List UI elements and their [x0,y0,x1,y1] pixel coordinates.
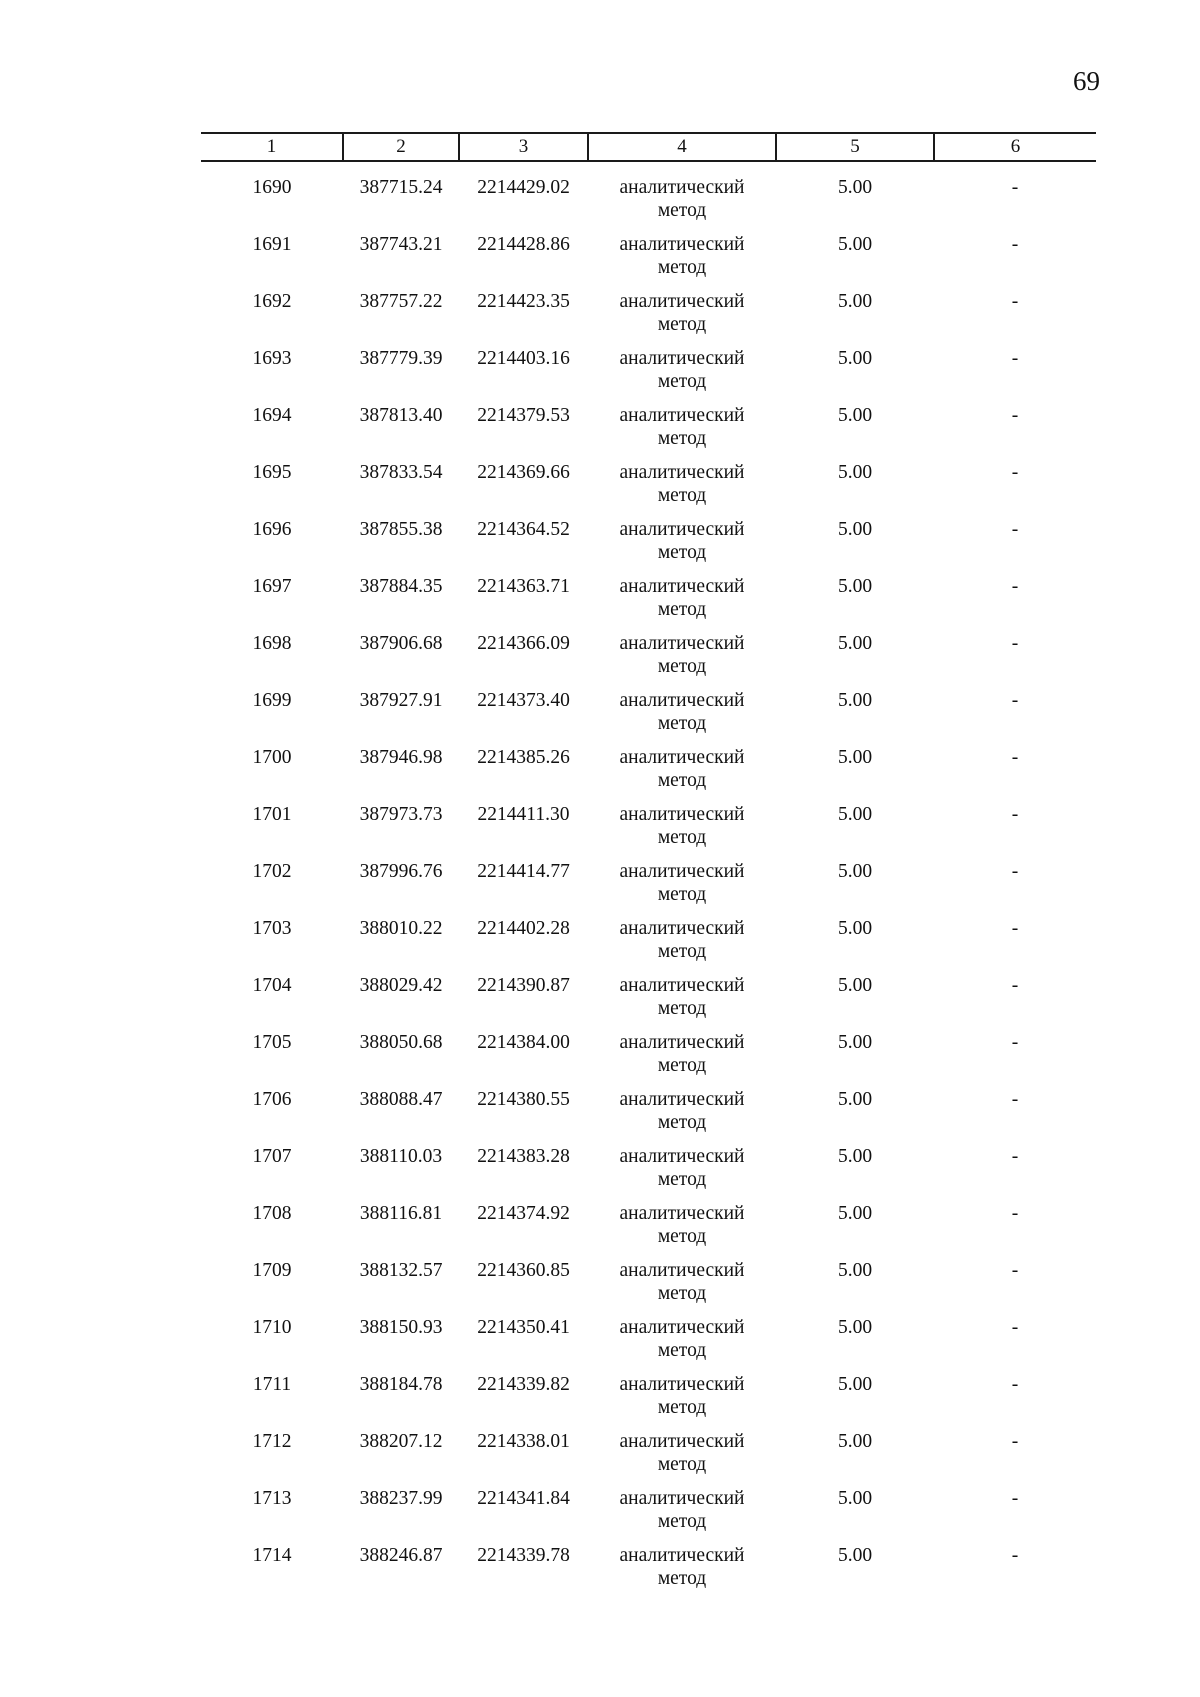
method-cell [588,1544,776,1601]
method-line-2: метод [657,314,707,335]
method-cell [588,974,776,1031]
table-row [201,1544,1096,1601]
x-coordinate-cell: 387906.68 [359,633,443,654]
method-line-1: аналитический [619,576,745,597]
method-line-1: аналитический [619,633,745,654]
table-row [201,803,1096,860]
method-line-1: аналитический [619,1203,745,1224]
x-coordinate-cell: 388116.81 [359,1203,443,1224]
method-line-1: аналитический [619,462,745,483]
y-coordinate-cell: 2214360.85 [477,1260,570,1281]
method-cell [588,161,776,233]
method-line-2: метод [657,1055,707,1076]
accuracy-cell: 5.00 [837,1089,873,1110]
table-row [201,575,1096,632]
accuracy-cell: 5.00 [837,348,873,369]
method-cell [588,1430,776,1487]
method-line-2: метод [657,656,707,677]
method-cell [588,347,776,404]
method-line-2: метод [657,1568,707,1589]
method-cell [588,917,776,974]
note-cell: - [1011,291,1019,312]
note-cell: - [1011,405,1019,426]
note-cell: - [1011,1545,1019,1566]
x-coordinate-cell: 387833.54 [359,462,443,483]
table-row [201,1031,1096,1088]
method-line-1: аналитический [619,234,745,255]
method-line-1: аналитический [619,918,745,939]
point-number-cell: 1709 [252,1260,292,1281]
method-line-2: метод [657,941,707,962]
method-line-2: метод [657,200,707,221]
y-coordinate-cell: 2214384.00 [477,1032,570,1053]
y-coordinate-cell: 2214429.02 [477,177,570,198]
point-number-cell: 1704 [252,975,292,996]
method-cell [588,518,776,575]
method-line-2: метод [657,770,707,791]
point-number-cell: 1693 [252,348,292,369]
y-coordinate-cell: 2214373.40 [477,690,570,711]
point-number-cell: 1711 [252,1374,292,1395]
x-coordinate-cell: 387757.22 [359,291,443,312]
coordinates-table [201,132,1096,1601]
y-coordinate-cell: 2214350.41 [477,1317,570,1338]
table-row [201,233,1096,290]
accuracy-cell: 5.00 [837,1203,873,1224]
method-line-1: аналитический [619,1146,745,1167]
accuracy-cell: 5.00 [837,405,873,426]
method-cell [588,1487,776,1544]
accuracy-cell: 5.00 [837,462,873,483]
method-line-1: аналитический [619,975,745,996]
x-coordinate-cell: 387813.40 [359,405,443,426]
note-cell: - [1011,177,1019,198]
method-cell [588,1031,776,1088]
method-line-1: аналитический [619,1317,745,1338]
note-cell: - [1011,1203,1019,1224]
point-number-cell: 1691 [252,234,292,255]
point-number-cell: 1705 [252,1032,292,1053]
y-coordinate-cell: 2214390.87 [477,975,570,996]
method-line-2: метод [657,1226,707,1247]
method-cell [588,632,776,689]
method-line-1: аналитический [619,747,745,768]
note-cell: - [1011,1089,1019,1110]
accuracy-cell: 5.00 [837,519,873,540]
table-row [201,1145,1096,1202]
method-line-2: метод [657,1340,707,1361]
y-coordinate-cell: 2214402.28 [477,918,570,939]
method-line-1: аналитический [619,1089,745,1110]
method-line-2: метод [657,884,707,905]
method-cell [588,1373,776,1430]
table-row [201,1088,1096,1145]
table-row [201,1316,1096,1373]
accuracy-cell: 5.00 [837,975,873,996]
accuracy-cell: 5.00 [837,1260,873,1281]
method-line-2: метод [657,827,707,848]
method-line-1: аналитический [619,1032,745,1053]
note-cell: - [1011,519,1019,540]
accuracy-cell: 5.00 [837,804,873,825]
y-coordinate-cell: 2214374.92 [477,1203,570,1224]
y-coordinate-cell: 2214366.09 [477,633,570,654]
table-row [201,161,1096,233]
point-number-cell: 1690 [252,177,292,198]
y-coordinate-cell: 2214341.84 [477,1488,570,1509]
method-cell [588,803,776,860]
x-coordinate-cell: 388132.57 [359,1260,443,1281]
x-coordinate-cell: 387946.98 [359,747,443,768]
accuracy-cell: 5.00 [837,690,873,711]
method-cell [588,290,776,347]
table-row [201,746,1096,803]
x-coordinate-cell: 387715.24 [359,177,443,198]
x-coordinate-cell: 387973.73 [359,804,443,825]
method-line-1: аналитический [619,1488,745,1509]
point-number-cell: 1713 [252,1488,292,1509]
method-cell [588,233,776,290]
accuracy-cell: 5.00 [837,633,873,654]
column-header-4: 4 [588,133,776,161]
x-coordinate-cell: 387884.35 [359,576,443,597]
x-coordinate-cell: 388207.12 [359,1431,443,1452]
method-cell [588,1088,776,1145]
point-number-cell: 1694 [252,405,292,426]
point-number-cell: 1706 [252,1089,292,1110]
accuracy-cell: 5.00 [837,1488,873,1509]
x-coordinate-cell: 387779.39 [359,348,443,369]
note-cell: - [1011,234,1019,255]
method-line-1: аналитический [619,1260,745,1281]
table-header [201,133,1096,161]
method-line-2: метод [657,257,707,278]
accuracy-cell: 5.00 [837,291,873,312]
point-number-cell: 1701 [252,804,292,825]
table-row [201,461,1096,518]
x-coordinate-cell: 388184.78 [359,1374,443,1395]
method-line-1: аналитический [619,1374,745,1395]
note-cell: - [1011,1032,1019,1053]
note-cell: - [1011,747,1019,768]
note-cell: - [1011,462,1019,483]
x-coordinate-cell: 388010.22 [359,918,443,939]
y-coordinate-cell: 2214379.53 [477,405,570,426]
point-number-cell: 1712 [252,1431,292,1452]
y-coordinate-cell: 2214383.28 [477,1146,570,1167]
accuracy-cell: 5.00 [837,1545,873,1566]
method-cell [588,1259,776,1316]
method-line-2: метод [657,1112,707,1133]
point-number-cell: 1702 [252,861,292,882]
note-cell: - [1011,861,1019,882]
note-cell: - [1011,690,1019,711]
table-row [201,290,1096,347]
column-header-5: 5 [776,133,934,161]
method-cell [588,1316,776,1373]
column-header-6: 6 [934,133,1096,161]
method-cell [588,1202,776,1259]
table-row [201,917,1096,974]
x-coordinate-cell: 388029.42 [359,975,443,996]
point-number-cell: 1698 [252,633,292,654]
table-row [201,404,1096,461]
method-line-2: метод [657,1397,707,1418]
method-line-2: метод [657,485,707,506]
point-number-cell: 1697 [252,576,292,597]
note-cell: - [1011,348,1019,369]
accuracy-cell: 5.00 [837,1431,873,1452]
column-header-2: 2 [343,133,459,161]
y-coordinate-cell: 2214338.01 [477,1431,570,1452]
method-line-1: аналитический [619,177,745,198]
table-row [201,518,1096,575]
point-number-cell: 1699 [252,690,292,711]
table-row [201,974,1096,1031]
note-cell: - [1011,1431,1019,1452]
note-cell: - [1011,633,1019,654]
note-cell: - [1011,1146,1019,1167]
accuracy-cell: 5.00 [837,177,873,198]
accuracy-cell: 5.00 [837,234,873,255]
note-cell: - [1011,1317,1019,1338]
accuracy-cell: 5.00 [837,861,873,882]
x-coordinate-cell: 388237.99 [359,1488,443,1509]
accuracy-cell: 5.00 [837,1317,873,1338]
table-row [201,1487,1096,1544]
point-number-cell: 1700 [252,747,292,768]
x-coordinate-cell: 387855.38 [359,519,443,540]
method-line-1: аналитический [619,291,745,312]
x-coordinate-cell: 388150.93 [359,1317,443,1338]
method-cell [588,689,776,746]
y-coordinate-cell: 2214428.86 [477,234,570,255]
note-cell: - [1011,975,1019,996]
y-coordinate-cell: 2214423.35 [477,291,570,312]
note-cell: - [1011,1260,1019,1281]
table-row [201,1373,1096,1430]
y-coordinate-cell: 2214369.66 [477,462,570,483]
method-line-2: метод [657,1283,707,1304]
method-line-2: метод [657,1169,707,1190]
method-line-1: аналитический [619,804,745,825]
column-header-3: 3 [459,133,588,161]
accuracy-cell: 5.00 [837,576,873,597]
method-line-1: аналитический [619,861,745,882]
point-number-cell: 1696 [252,519,292,540]
x-coordinate-cell: 388050.68 [359,1032,443,1053]
y-coordinate-cell: 2214411.30 [477,804,570,825]
point-number-cell: 1695 [252,462,292,483]
table-row [201,689,1096,746]
column-header-1: 1 [201,133,343,161]
point-number-cell: 1707 [252,1146,292,1167]
note-cell: - [1011,1374,1019,1395]
table-row [201,347,1096,404]
x-coordinate-cell: 387996.76 [359,861,443,882]
method-line-1: аналитический [619,1431,745,1452]
method-line-2: метод [657,1454,707,1475]
point-number-cell: 1710 [252,1317,292,1338]
table-row [201,860,1096,917]
y-coordinate-cell: 2214414.77 [477,861,570,882]
method-line-2: метод [657,998,707,1019]
accuracy-cell: 5.00 [837,1146,873,1167]
method-line-1: аналитический [619,690,745,711]
accuracy-cell: 5.00 [837,1374,873,1395]
method-line-1: аналитический [619,405,745,426]
table-body [201,161,1096,1601]
method-line-2: метод [657,542,707,563]
method-cell [588,746,776,803]
method-line-2: метод [657,599,707,620]
note-cell: - [1011,1488,1019,1509]
y-coordinate-cell: 2214380.55 [477,1089,570,1110]
y-coordinate-cell: 2214339.82 [477,1374,570,1395]
note-cell: - [1011,576,1019,597]
x-coordinate-cell: 387927.91 [359,690,443,711]
point-number-cell: 1708 [252,1203,292,1224]
y-coordinate-cell: 2214339.78 [477,1545,570,1566]
method-cell [588,575,776,632]
method-cell [588,1145,776,1202]
x-coordinate-cell: 388246.87 [359,1545,443,1566]
note-cell: - [1011,918,1019,939]
page-number: 69 [1073,66,1100,96]
x-coordinate-cell: 387743.21 [359,234,443,255]
method-line-1: аналитический [619,519,745,540]
table-row [201,632,1096,689]
header-row [201,133,1096,161]
y-coordinate-cell: 2214364.52 [477,519,570,540]
method-line-2: метод [657,371,707,392]
method-line-2: метод [657,1511,707,1532]
y-coordinate-cell: 2214403.16 [477,348,570,369]
method-cell [588,404,776,461]
accuracy-cell: 5.00 [837,918,873,939]
method-line-1: аналитический [619,348,745,369]
x-coordinate-cell: 388110.03 [359,1146,443,1167]
method-line-1: аналитический [619,1545,745,1566]
y-coordinate-cell: 2214363.71 [477,576,570,597]
point-number-cell: 1703 [252,918,292,939]
method-cell [588,461,776,518]
point-number-cell: 1692 [252,291,292,312]
y-coordinate-cell: 2214385.26 [477,747,570,768]
point-number-cell: 1714 [252,1545,292,1566]
method-line-2: метод [657,428,707,449]
method-line-2: метод [657,713,707,734]
accuracy-cell: 5.00 [837,747,873,768]
accuracy-cell: 5.00 [837,1032,873,1053]
table-row [201,1259,1096,1316]
table-row [201,1430,1096,1487]
note-cell: - [1011,804,1019,825]
x-coordinate-cell: 388088.47 [359,1089,443,1110]
table-row [201,1202,1096,1259]
method-cell [588,860,776,917]
